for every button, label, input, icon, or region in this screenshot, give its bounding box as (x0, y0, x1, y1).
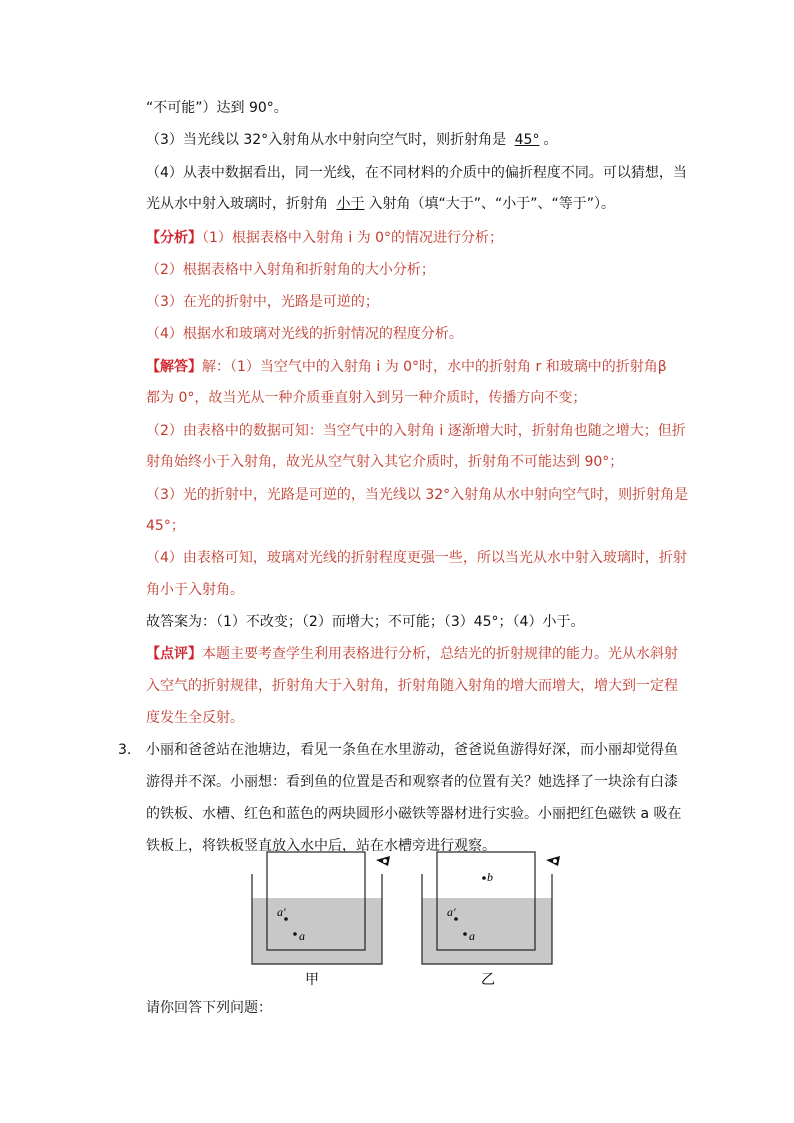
text-line (146, 324, 463, 344)
text-line (146, 357, 667, 377)
text-line (146, 260, 435, 280)
water-right (422, 898, 552, 964)
text-line (146, 163, 687, 183)
answer-prompt: 请你回答下列问题： (146, 1000, 272, 1016)
text-segment: 都为 0°，故当光从一种介质垂直射入到另一种介质时，传播方向不变； (146, 390, 587, 406)
text-line (146, 421, 686, 441)
text-segment: 射角始终小于入射角，故光从空气射入其它介质时，折射角不可能达到 90°； (146, 454, 624, 470)
text-segment: （1）根据表格中入射角 i 为 0°的情况进行分析； (202, 230, 504, 246)
tank-left (252, 852, 390, 964)
label-a-prime-left: a′ (277, 905, 286, 919)
text-segment: 入空气的折射规律，折射角大于入射角，折射角随入射角的增大而增大，增大到一定程 (146, 678, 678, 694)
text-segment: 度发生全反射。 (146, 710, 244, 726)
eye-icon (546, 856, 560, 866)
answer-blank: 小于 (336, 196, 365, 212)
section-tag: 【分析】 (146, 230, 202, 246)
label-b-right: b (487, 870, 493, 884)
point-b-right (482, 876, 486, 880)
text-line (146, 580, 244, 600)
text-segment: （3）当光线以 32°入射角从水中射向空气时，则折射角是 (146, 132, 511, 148)
text-line (146, 388, 586, 408)
point-a-left (293, 932, 297, 936)
text-segment: 光从水中射入玻璃时，折射角 (146, 196, 333, 212)
text-segment: 角小于入射角。 (146, 582, 244, 598)
tank-right (422, 852, 560, 964)
label-a-left: a (299, 929, 305, 943)
text-line (146, 292, 379, 312)
caption-left: 甲 (305, 972, 319, 988)
text-segment: “不可能”）达到 90°。 (146, 100, 288, 116)
question-line: 小丽和爸爸站在池塘边，看见一条鱼在水里游动，爸爸说鱼游得好深，而小丽却觉得鱼 (146, 742, 678, 758)
text-segment: （4）从表中数据看出，同一光线，在不同材料的介质中的偏折程度不同。可以猜想，当 (146, 165, 687, 181)
water-left (252, 898, 382, 964)
text-line (146, 548, 687, 568)
section-tag: 【点评】 (146, 646, 202, 662)
text-segment: 入射角（填“大于”、“小于”、“等于”）。 (368, 196, 615, 212)
experiment-figure (240, 850, 570, 990)
text-segment: （3）光的折射中，光路是可逆的，当光线以 32°入射角从水中射向空气时，则折射角是 (146, 487, 689, 503)
text-line (146, 452, 623, 472)
text-line (146, 98, 288, 118)
label-a-prime-right: a′ (447, 905, 456, 919)
question-line: 铁板上，将铁板竖直放入水中后，站在水槽旁进行观察。 (146, 838, 496, 854)
text-line (146, 612, 584, 632)
point-a-right (463, 932, 467, 936)
text-line (146, 194, 615, 214)
section-tag: 【解答】 (146, 359, 202, 375)
text-segment: 解：（1）当空气中的入射角 i 为 0°时，水中的折射角 r 和玻璃中的折射角β (202, 359, 667, 375)
text-line (146, 676, 678, 696)
text-line (146, 130, 557, 150)
text-segment: （2）根据表格中入射角和折射角的大小分析； (146, 262, 435, 278)
text-segment: （2）由表格中的数据可知：当空气中的入射角 i 逐渐增大时，折射角也随之增大；但折 (146, 423, 686, 439)
text-line (146, 228, 503, 248)
text-segment: （3）在光的折射中，光路是可逆的； (146, 294, 379, 310)
text-segment: 本题主要考查学生利用表格进行分析，总结光的折射规律的能力。光从水斜射 (202, 646, 678, 662)
text-segment: 45°； (146, 518, 185, 534)
text-segment: （4）由表格可知，玻璃对光线的折射程度更强一些，所以当光从水中射入玻璃时，折射 (146, 550, 687, 566)
text-segment: 故答案为：（1）不改变；（2）而增大；不可能；（3）45°；（4）小于。 (146, 614, 585, 630)
text-line (146, 644, 678, 664)
text-line (146, 708, 244, 728)
eye-icon (376, 856, 390, 866)
label-a-right: a (469, 929, 475, 943)
question-line: 游得并不深。小丽想：看到鱼的位置是否和观察者的位置有关？她选择了一块涂有白漆 (146, 774, 678, 790)
caption-right: 乙 (481, 972, 495, 988)
question-number: 3. (118, 742, 132, 758)
question-line: 的铁板、水槽、红色和蓝色的两块圆形小磁铁等器材进行实验。小丽把红色磁铁 a 吸在 (146, 806, 682, 822)
text-segment: 。 (543, 132, 558, 148)
text-segment: （4）根据水和玻璃对光线的折射情况的程度分析。 (146, 326, 463, 342)
text-line (146, 516, 185, 536)
answer-blank: 45° (514, 132, 540, 148)
text-line (146, 485, 688, 505)
